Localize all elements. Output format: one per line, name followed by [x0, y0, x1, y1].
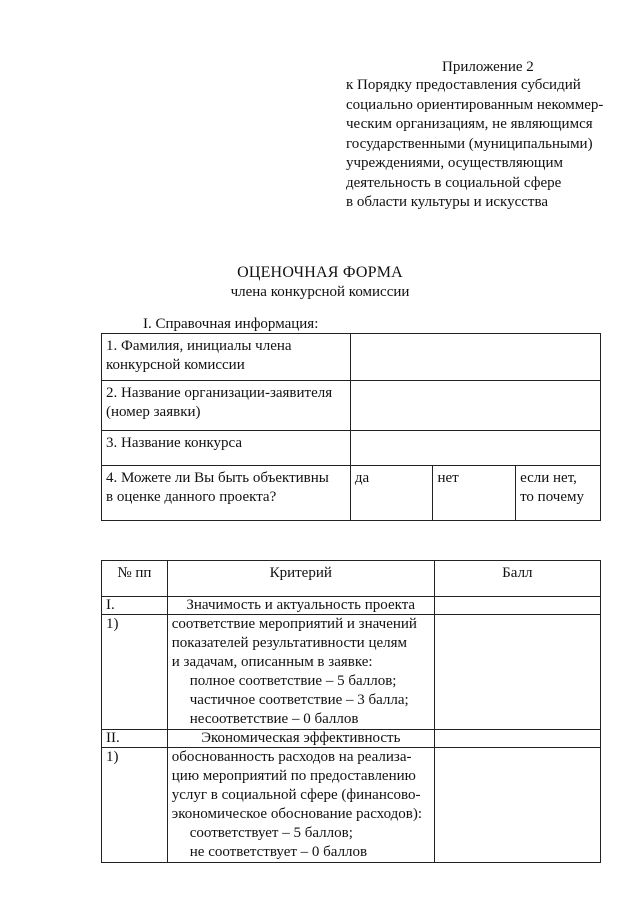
criterion-option: частичное соответствие – 3 балла; [189, 692, 409, 708]
section-score-cell [434, 730, 600, 748]
appendix-line: социально ориентированным некоммер- [346, 96, 604, 113]
item-num: 1) [102, 615, 168, 730]
appendix-title: Приложение 2 [442, 59, 534, 75]
header-score: Балл [434, 561, 600, 597]
criterion-line: экономическое обоснование расходов): [171, 806, 423, 822]
yes-label: да [354, 470, 370, 486]
form-title: ОЦЕНОЧНАЯ ФОРМА [237, 264, 403, 281]
table-row [102, 597, 601, 615]
header-criterion: Критерий [167, 561, 434, 597]
no-label: нет [437, 470, 459, 486]
reference-label-cell [102, 381, 351, 431]
appendix-line: в области культуры и искусства [346, 194, 549, 210]
reference-section-label: I. Справочная информация: [143, 316, 319, 332]
reference-table [101, 333, 601, 521]
appendix-line: к Порядку предоставления субсидий [346, 77, 581, 93]
organization-name-field[interactable] [350, 381, 600, 431]
table-row [102, 431, 601, 466]
objectivity-no-cell[interactable] [433, 466, 516, 521]
table-row [102, 615, 601, 730]
item-num: 1) [102, 748, 168, 863]
table-header-row [102, 561, 601, 597]
section-num: I. [102, 597, 168, 615]
criterion-text [167, 748, 434, 863]
reference-label-cell [102, 334, 351, 381]
appendix-line: государственными (муниципальными) [346, 135, 593, 152]
criteria-table [101, 560, 601, 863]
objectivity-reason-cell[interactable] [516, 466, 601, 521]
reference-label-text: 1. Фамилия, инициалы члена [106, 338, 292, 354]
criterion-line: обоснованность расходов на реализа- [171, 749, 412, 765]
reason-label: то почему [520, 489, 585, 505]
contest-name-field[interactable] [350, 431, 600, 466]
criterion-option: соответствует – 5 баллов; [189, 825, 353, 841]
criterion-text [167, 615, 434, 730]
criterion-option: полное соответствие – 5 баллов; [189, 673, 397, 689]
reference-label-text: 3. Название конкурса [106, 435, 243, 451]
appendix-description [346, 76, 636, 213]
section-title: Значимость и актуальность проекта [167, 597, 434, 615]
criterion-line: соответствие мероприятий и значений [171, 616, 417, 632]
reason-label: если нет, [520, 470, 577, 486]
table-row [102, 334, 601, 381]
reference-label-cell [102, 431, 351, 466]
reference-label-cell [102, 466, 351, 521]
table-row [102, 466, 601, 521]
appendix-line: ческим организациям, не являющимся [346, 116, 593, 132]
score-field[interactable] [434, 748, 600, 863]
section-num: II. [102, 730, 168, 748]
table-row [102, 730, 601, 748]
score-field[interactable] [434, 615, 600, 730]
full-name-field[interactable] [350, 334, 600, 381]
header-num: № пп [102, 561, 168, 597]
reference-label-text: 4. Можете ли Вы быть объективны [106, 470, 329, 486]
criterion-line: показателей результативности целям [171, 635, 408, 651]
section-title: Экономическая эффективность [167, 730, 434, 748]
section-score-cell [434, 597, 600, 615]
reference-label-text: конкурсной комиссии [106, 357, 245, 373]
appendix-line: учреждениями, осуществляющим [346, 155, 564, 171]
criterion-option: несоответствие – 0 баллов [189, 711, 359, 727]
criterion-option: не соответствует – 0 баллов [189, 844, 368, 860]
criterion-line: и задачам, описанным в заявке: [171, 654, 373, 670]
form-subtitle: члена конкурсной комиссии [230, 284, 410, 300]
table-row [102, 381, 601, 431]
table-row [102, 748, 601, 863]
reference-label-text: (номер заявки) [106, 404, 201, 420]
criterion-line: услуг в социальной сфере (финансово- [171, 787, 421, 803]
reference-label-text: в оценке данного проекта? [106, 489, 277, 505]
appendix-line: деятельность в социальной сфере [346, 174, 562, 191]
objectivity-yes-cell[interactable] [350, 466, 433, 521]
criterion-line: цию мероприятий по предоставлению [171, 768, 416, 784]
reference-label-text: 2. Название организации-заявителя [106, 385, 333, 401]
